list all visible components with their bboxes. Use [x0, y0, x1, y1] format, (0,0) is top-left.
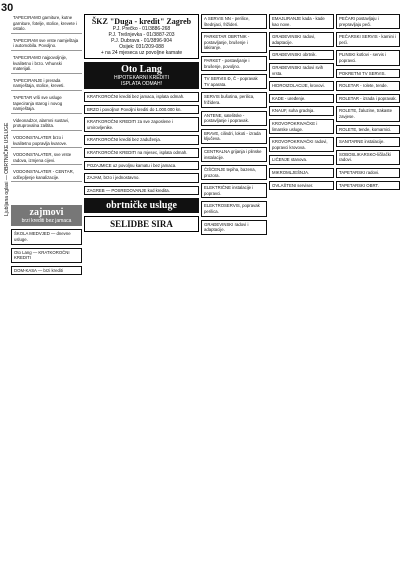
ad-sanitarne: SANITARNE instalacije. [336, 137, 400, 147]
ad-kade: KADE - uređenje. [269, 94, 334, 104]
ad-parketar: PARKETAR OBRTNIK - postavljanje, brušenje i lakiranje. [201, 32, 267, 53]
ad-gradevinski-obrtnik: GRAĐEVINSKI obrtnik. [269, 50, 334, 60]
ad-vodoinstalater: VODOINSTALATER brzo i kvalitetno popravlja kvarove. [11, 134, 82, 148]
ad-servis: A SERVIS NN - perilice, štednjaci, frižideri. [201, 14, 267, 29]
ad-pecarski: PEČARSKI SERVIS - kamini i peći. [336, 32, 400, 47]
ad-kratkorocni-4: KRATKOROČNI KREDITI na mjesec, isplata odmah. [84, 148, 199, 158]
ad-ciscenje: ČIŠĆENJE tepiha, bazena, prozora. [201, 165, 267, 180]
ad-elektroservis: ELEKTROSERVIS, popravak perilica. [201, 201, 267, 216]
column-5 [336, 14, 400, 570]
ad-pokretni-tv: POKRETNI TV SERVIS. [336, 69, 400, 79]
ad-gradevinski: GRAĐEVINSKI radovi i adaptacije. [201, 220, 267, 235]
ad-vodoinstalater-2: VODOINSTALATER, sve vrste radova, izmjena cijevi. [11, 151, 82, 165]
ad-tapeciranje: TAPECIRANJE i prerada namještaja, stolice, kreveti. [11, 77, 82, 91]
ad-dom-kasa: DOM-KASA — brzi krediti [11, 266, 82, 276]
zajmovi-banner: zajmovi brzi krediti bez jamaca [11, 205, 82, 226]
obrtnicke-usluge-banner: obrtničke usluge [84, 198, 199, 213]
ad-videonadzor: Videonadzor, alarmni sustavi, protuprovalna zaštita. [11, 117, 82, 131]
ad-tv-servis: TV SERVIS Đ, Č - popravak TV aparata. [201, 74, 267, 89]
ad-parket: PARKET - postavljanje i brušenje, povoljno. [201, 56, 267, 71]
ad-ovlasteni: OVLAŠTENI serviser. [269, 181, 334, 191]
ad-knauf: KNAUF, suha gradnja. [269, 106, 334, 116]
column-2 [84, 14, 199, 570]
column-3 [201, 14, 267, 570]
ad-servis-busotina: SERVIS bušotina, perilica, frižidera. [201, 92, 267, 107]
ad-kratkorocni-2: KRATKOROČNI KREDITI za sve zaposlene i umirovljenike. [84, 117, 199, 132]
ad-plinski: PLINSKI kotlovi - servis i popravci. [336, 50, 400, 65]
ad-vodoinstalater-3: VODOINSTALATER - CENTAR, odčepljenje kanalizacije. [11, 168, 82, 182]
ad-rolete-2: ROLETE, tende, komarnici. [336, 125, 400, 135]
ad-rolete: ROLETE, žaluzine, trakaste zavjese. [336, 106, 400, 121]
column-1 [11, 14, 82, 570]
ad-tapeciram: TAPECIRAM sve vrste namještaja i automobila. Povoljno. [11, 37, 82, 51]
ad-krovopokrivacki: KROVOPOKRIVAČKI radovi, popravci krovova. [269, 137, 334, 152]
selidbe-sira-logo: SELIDBE SIRA [84, 216, 199, 232]
ad-emajliranje: EMAJLIRANJE kada - kade kao nove. [269, 14, 334, 29]
page-number: 30 [1, 2, 14, 14]
ad-pozajmice: POZAJMICE uz povoljnu kamatu i bez jamaca. [84, 161, 199, 171]
ad-gradevinski-2: GRAĐEVINSKI radovi svih vrsta. [269, 63, 334, 78]
ad-oto-lang: Oto Lang — KRATKOROČNI KREDITI [11, 248, 82, 263]
ad-tapetar: TAPETAR vrši sve usluge tapeciranja starog i novog namještaja. [11, 94, 82, 114]
duga-kredit-banner: ŠKZ "Duga - kredit" Zagreb P.J. Prečko - 01/3886-268 P.J. Trešnjevka - 01/3887-203 P.J. Dubrava - 01/3896-904 Osijek: 031/209-088 + na 24 mjeseca uz povoljne kamate [84, 14, 199, 59]
ad-krovopokrivacke: KROVOPOKRIVAČKE i limarske usluge. [269, 119, 334, 134]
ad-skola-medvjed: ŠKOLA MEDVJED — dnevne usluge. [11, 229, 82, 244]
ad-licenje: LIČENJE stanova. [269, 155, 334, 165]
column-4 [269, 14, 334, 570]
ad-kratkorocni: KRATKOROČNI krediti bez jamaca, isplata odmah. [84, 92, 199, 102]
vertical-section-label: Ljubljana oglasi — OBRTNIČKE USLUGE [4, 122, 10, 216]
ad-brzo: BRZO i povoljno! Povoljni krediti do 1.000.000 kn. [84, 105, 199, 115]
oto-lang-banner: Oto Lang HIPOTEKARNI KREDITI ISPLATA ODMAH! [84, 62, 199, 89]
ad-soboslikarsko: SOBOSLIKARSKO-ličilački radovi. [336, 150, 400, 165]
ad-tapeciramo: TAPECIRAMO garniture, kutne garniture, fotelje, stolice, krevete i ostalo. [11, 14, 82, 34]
ad-elektricne: ELEKTRIČNE instalacije i popravci. [201, 183, 267, 198]
ad-brave: BRAVE, cilindri, lokoti - izrada ključeva. [201, 129, 267, 144]
ad-mikromljesnja: MIKROMLJEŠNJA. [269, 168, 334, 178]
ad-gradevinski-1: GRAĐEVINSKI radovi, adaptacije. [269, 32, 334, 47]
ad-tapetarski: TAPETARSKI radovi. [336, 168, 400, 178]
ad-pecari: PEČARI postavljaju i prepravljaju peći. [336, 14, 400, 29]
ad-roletar: ROLETAR - rolete, tende. [336, 81, 400, 91]
ad-roletar-2: ROLETAR - izrada i popravak. [336, 94, 400, 104]
ad-tapetarski-obrt: TAPETARSKI OBRT. [336, 181, 400, 191]
ad-hidroizolacije: HIDROIZOLACIJE, krovovi. [269, 81, 334, 91]
ad-kratkorocni-3: KRATKOROČNI krediti bez zaduženja. [84, 135, 199, 145]
ad-tapeciramo-2: TAPECIRAMO najpovoljnije, kvalitetno i brzo. Vrhunski materijali. [11, 54, 82, 74]
ad-zajam: ZAJAM, brzo i jednostavno. [84, 173, 199, 183]
ad-centralna: CENTRALNA grijanja i plinske instalacije. [201, 147, 267, 162]
ad-posredovanje: ZAGREB — POSREDOVANJE kod kredita. [84, 186, 199, 196]
ad-antene: ANTENE, satelitske - postavljanje i popravak. [201, 111, 267, 126]
